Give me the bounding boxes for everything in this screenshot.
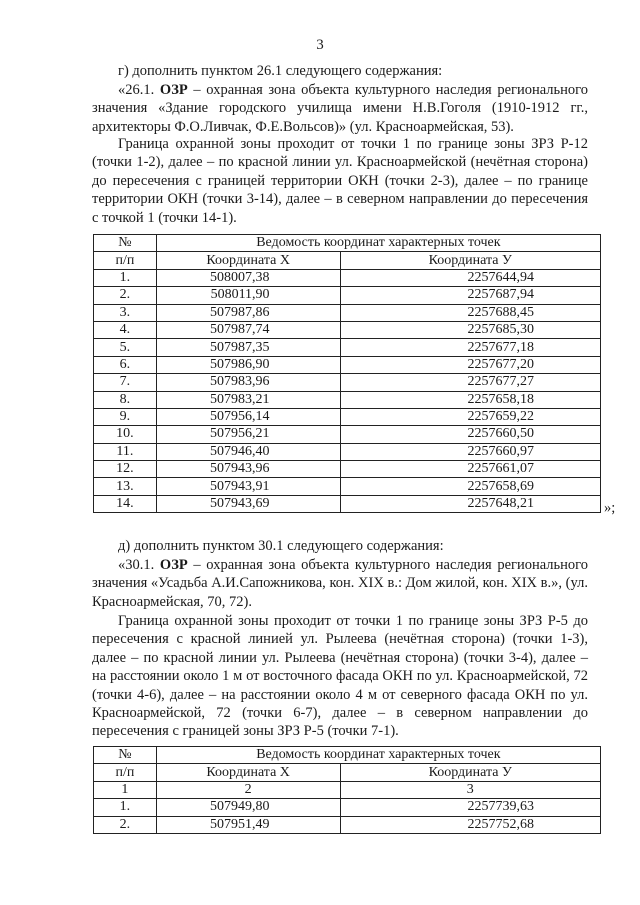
coord-x-cell: 507983,96 <box>156 374 340 391</box>
coord-x-cell: 507943,96 <box>156 461 340 478</box>
coordinates-table-1 <box>93 234 601 513</box>
section2-clause-bold: ОЗР <box>159 557 188 573</box>
point-number-cell: 2. <box>94 287 157 304</box>
point-number-cell: 3. <box>94 304 157 321</box>
table2-header-main: Ведомость координат характерных точек <box>156 747 600 764</box>
table1-col-num-bottom: п/п <box>94 252 157 269</box>
coord-y-cell: 2257648,21 <box>340 495 600 512</box>
table1-tail: »; <box>604 500 616 516</box>
coord-x-cell: 507946,40 <box>156 443 340 460</box>
section2-intro: д) дополнить пунктом 30.1 следующего содержания: <box>118 538 444 554</box>
table-row <box>94 816 601 833</box>
point-number-cell: 5. <box>94 339 157 356</box>
table-row <box>94 426 601 443</box>
table1-body <box>94 269 601 512</box>
coord-x-cell: 507986,90 <box>156 356 340 373</box>
point-number-cell: 9. <box>94 408 157 425</box>
coord-y-cell: 2257752,68 <box>340 816 600 833</box>
table-row <box>94 269 601 286</box>
point-number-cell: 14. <box>94 495 157 512</box>
table-row <box>94 799 601 816</box>
table-row <box>94 339 601 356</box>
coord-x-cell: 507956,14 <box>156 408 340 425</box>
section1-intro: г) дополнить пунктом 26.1 следующего содержания: <box>118 63 443 79</box>
point-number-cell: 10. <box>94 426 157 443</box>
table-row <box>94 408 601 425</box>
table2-col-num-top: № <box>94 747 157 764</box>
coord-y-cell: 2257685,30 <box>340 321 600 338</box>
coord-x-cell: 507987,86 <box>156 304 340 321</box>
table-row <box>94 321 601 338</box>
coord-y-cell: 2257659,22 <box>340 408 600 425</box>
coord-y-cell: 2257677,27 <box>340 374 600 391</box>
point-number-cell: 12. <box>94 461 157 478</box>
coord-y-cell: 2257739,63 <box>340 799 600 816</box>
coord-x-cell: 507951,49 <box>156 816 340 833</box>
coord-y-cell: 2257687,94 <box>340 287 600 304</box>
section1-clause-text: – охранная зона объекта культурного наследия регионального значения «Здание городского училища имени Н.В.Гоголя (1910-1912 гг., архитекторы Ф.О.Ливчак, Ф.Е.Вольсов)» (ул. Красноармейская, 53). <box>92 82 588 135</box>
table2-index-x: 2 <box>156 781 340 798</box>
table2-col-num-bottom: п/п <box>94 764 157 781</box>
point-number-cell: 8. <box>94 391 157 408</box>
coord-x-cell: 507943,69 <box>156 495 340 512</box>
coord-y-cell: 2257644,94 <box>340 269 600 286</box>
coord-y-cell: 2257677,20 <box>340 356 600 373</box>
point-number-cell: 2. <box>94 816 157 833</box>
coord-x-cell: 507987,74 <box>156 321 340 338</box>
coordinates-table-2 <box>93 746 601 834</box>
section2-clause-text: – охранная зона объекта культурного наследия регионального значения «Усадьба А.И.Сапожникова, кон. XIX в.: Дом жилой, кон. XIX в.», (ул. Красноармейская, 70, 72). <box>92 557 588 610</box>
section1-clause <box>92 81 588 136</box>
table2-col-x-header: Координата Х <box>156 764 340 781</box>
table2-index-n: 1 <box>94 781 157 798</box>
coord-x-cell: 507949,80 <box>156 799 340 816</box>
table1-col-x-header: Координата Х <box>156 252 340 269</box>
table-row <box>94 495 601 512</box>
table2-index-y: 3 <box>340 781 600 798</box>
section2-clause-prefix: «30.1. <box>118 557 160 573</box>
table-row <box>94 391 601 408</box>
coord-y-cell: 2257677,18 <box>340 339 600 356</box>
table-row <box>94 304 601 321</box>
coord-y-cell: 2257658,18 <box>340 391 600 408</box>
coord-x-cell: 507987,35 <box>156 339 340 356</box>
point-number-cell: 11. <box>94 443 157 460</box>
section2-clause <box>92 556 588 611</box>
coord-y-cell: 2257688,45 <box>340 304 600 321</box>
point-number-cell: 7. <box>94 374 157 391</box>
table-row <box>94 461 601 478</box>
section1-boundary: Граница охранной зоны проходит от точки 1 по границе зоны ЗРЗ Р-12 (точки 1-2), далее – по красной линии ул. Красноармейской (нечётная сторона) до пересечения с границей территории ОКН (точки 2-3), далее – по границе территории ОКН (точки 3-14), далее – в северном направлении до пересечения с точкой 1 (точки 14-1). <box>92 136 588 226</box>
section2-boundary: Граница охранной зоны проходит от точки 1 по границе зоны ЗРЗ Р-5 до пересечения с красной линией ул. Рылеева (нечётная сторона) (точки 1-3), далее – по красной линии ул. Рылеева (нечётная сторона) (точки 3-4), далее – на расстоянии около 1 м от восточного фасада ОКН по ул. Красноармейской, 72 (точки 4-6), далее – на расстоянии около 4 м от северного фасада ОКН по ул. Красноармейской, 72 (точки 6-7), далее – в северном направлении до пересечения с границей зоны ЗРЗ Р-5 (точки 7-1). <box>92 613 588 740</box>
point-number-cell: 1. <box>94 269 157 286</box>
table2-col-y-header: Координата У <box>340 764 600 781</box>
section1-clause-bold: ОЗР <box>159 82 188 98</box>
section1-clause-prefix: «26.1. <box>118 82 160 98</box>
coord-y-cell: 2257660,50 <box>340 426 600 443</box>
table-row <box>94 374 601 391</box>
page-number: 3 <box>316 37 324 53</box>
coord-y-cell: 2257660,97 <box>340 443 600 460</box>
table1-col-y-header: Координата У <box>340 252 600 269</box>
coord-x-cell: 507956,21 <box>156 426 340 443</box>
table-row <box>94 287 601 304</box>
point-number-cell: 4. <box>94 321 157 338</box>
table-row <box>94 443 601 460</box>
coord-x-cell: 507943,91 <box>156 478 340 495</box>
table1-col-num-top: № <box>94 235 157 252</box>
table1-header-main: Ведомость координат характерных точек <box>156 235 600 252</box>
coord-x-cell: 508007,38 <box>156 269 340 286</box>
table-row <box>94 356 601 373</box>
coord-x-cell: 507983,21 <box>156 391 340 408</box>
table2-body <box>94 799 601 834</box>
point-number-cell: 6. <box>94 356 157 373</box>
point-number-cell: 13. <box>94 478 157 495</box>
coord-x-cell: 508011,90 <box>156 287 340 304</box>
coord-y-cell: 2257658,69 <box>340 478 600 495</box>
coord-y-cell: 2257661,07 <box>340 461 600 478</box>
table-row <box>94 478 601 495</box>
point-number-cell: 1. <box>94 799 157 816</box>
